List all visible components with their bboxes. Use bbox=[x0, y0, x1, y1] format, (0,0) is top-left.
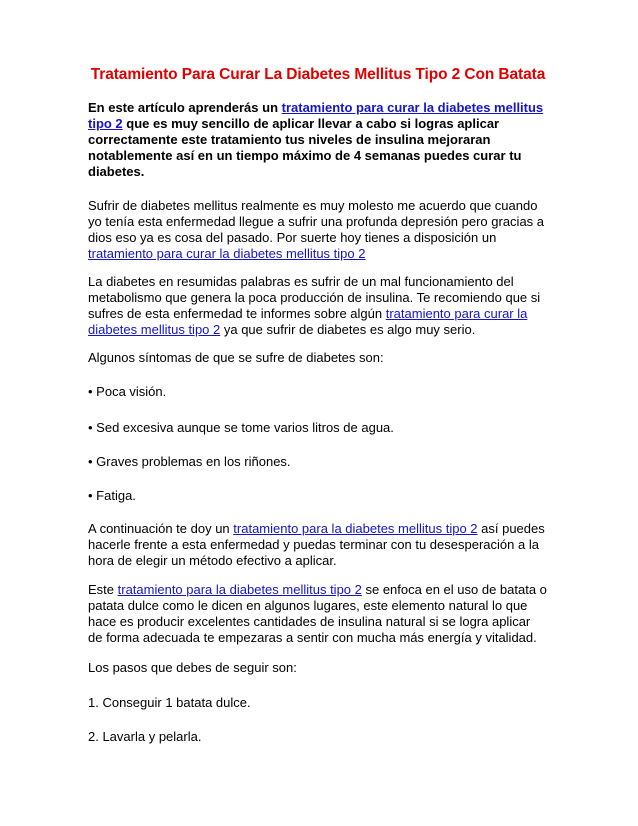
step-item: 1. Conseguir 1 batata dulce. bbox=[88, 695, 251, 710]
paragraph-metabolism-link[interactable]: tratamiento para curar la diabetes mellitus tipo 2 bbox=[88, 306, 528, 337]
paragraph-metabolism-text: La diabetes en resumidas palabras es sufrir de un mal funcionamiento del metabolismo que genera la poca producción de insulina. Te recomiendo que si sufres de esta enfermedad te informes sobre algún bbox=[88, 274, 541, 321]
intro-text-after: que es muy sencillo de aplicar llevar a cabo si logras aplicar correctamente este tratamiento tus niveles de insulina mejoraran notablemente así en un tiempo máximo de 4 semanas puedes curar tu diabetes. bbox=[88, 116, 522, 179]
paragraph-batata-link[interactable]: tratamiento para la diabetes mellitus tipo 2 bbox=[117, 582, 362, 597]
symptom-item: • Sed excesiva aunque se tome varios litros de agua. bbox=[88, 420, 394, 435]
paragraph-treatment-intro-text: A continuación te doy un bbox=[88, 521, 234, 536]
document-page bbox=[88, 66, 548, 744]
symptom-item: • Fatiga. bbox=[88, 488, 136, 503]
step-item: 2. Lavarla y pelarla. bbox=[88, 729, 202, 744]
symptom-item: • Poca visión. bbox=[88, 384, 167, 399]
intro-link[interactable]: tratamiento para curar la diabetes mellitus tipo 2 bbox=[88, 100, 544, 131]
symptoms-heading: Algunos síntomas de que se sufre de diabetes son: bbox=[88, 350, 384, 365]
paragraph-batata-text: Este bbox=[88, 582, 118, 597]
paragraph-treatment-intro bbox=[88, 521, 548, 569]
paragraph-treatment-intro-link[interactable]: tratamiento para la diabetes mellitus tipo 2 bbox=[233, 521, 478, 536]
intro-paragraph bbox=[88, 100, 548, 180]
paragraph-metabolism bbox=[88, 274, 548, 338]
paragraph-metabolism-text-after: ya que sufrir de diabetes es algo muy serio. bbox=[220, 322, 476, 337]
paragraph-treatment-intro-text-after: así puedes hacerle frente a esta enfermedad y puedas terminar con tu desesperación a la hora de elegir un método efectivo a aplicar. bbox=[88, 521, 545, 568]
paragraph-batata bbox=[88, 582, 548, 646]
paragraph-depression-link[interactable]: tratamiento para curar la diabetes mellitus tipo 2 bbox=[88, 246, 366, 261]
paragraph-depression bbox=[88, 198, 548, 262]
steps-heading: Los pasos que debes de seguir son: bbox=[88, 660, 297, 675]
paragraph-batata-text-after: se enfoca en el uso de batata o patata dulce como le dicen en algunos lugares, este elemento natural lo que hace es producir excelentes cantidades de insulina natural si se logra aplicar de forma adecuada te empezaras a sentir con mucha más energía y vitalidad. bbox=[88, 582, 547, 645]
intro-text-before: En este artículo aprenderás un bbox=[88, 100, 282, 115]
symptom-item: • Graves problemas en los riñones. bbox=[88, 454, 291, 469]
document-title: Tratamiento Para Curar La Diabetes Mellitus Tipo 2 Con Batata bbox=[90, 66, 546, 83]
paragraph-depression-text: Sufrir de diabetes mellitus realmente es muy molesto me acuerdo que cuando yo tenía esta enfermedad llegue a sufrir una profunda depresión pero gracias a dios eso ya es cosa del pasado. Por suerte hoy tienes a disposición un bbox=[88, 198, 545, 245]
